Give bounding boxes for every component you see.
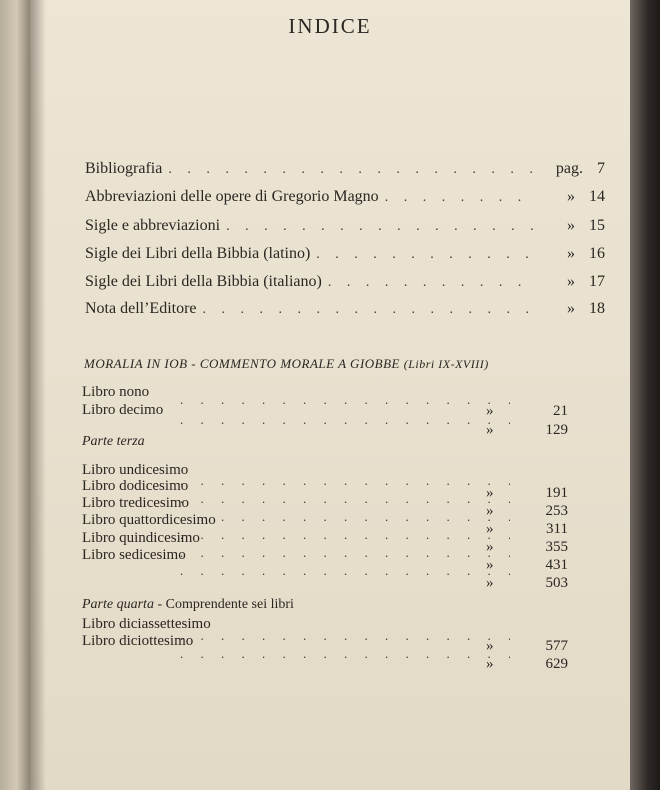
- page-ref: [486, 575, 568, 592]
- page-prefix: »: [486, 656, 494, 672]
- page-ref: [486, 656, 568, 673]
- entry-page-ref: [543, 160, 605, 178]
- book-label: Libro nono: [82, 384, 150, 400]
- toc-entry: [85, 271, 605, 291]
- page-ref: [486, 403, 568, 420]
- page-ref: [486, 485, 568, 502]
- entry-page-ref: [543, 217, 605, 235]
- part-title: Parte quarta: [82, 597, 154, 612]
- leader-dots: [180, 545, 510, 561]
- leader-dots: [180, 392, 510, 408]
- page-ref: [486, 503, 568, 520]
- book-label: Libro sedicesimo: [82, 547, 186, 563]
- book-label: Libro quindicesimo: [82, 530, 200, 546]
- leader-dots: [168, 162, 537, 178]
- leader-dots: [180, 527, 510, 543]
- page-number: 15: [589, 217, 605, 234]
- entry-label: Sigle e abbreviazioni: [85, 217, 221, 234]
- book-label: Libro tredicesimo: [82, 495, 190, 511]
- leader-dots: [316, 247, 537, 263]
- section-heading: [84, 356, 489, 372]
- leader-dots: [180, 473, 510, 489]
- page-prefix: »: [486, 638, 494, 654]
- page-number: 7: [597, 160, 605, 177]
- spine-shadow: [30, 0, 46, 790]
- toc-entry: [85, 186, 605, 206]
- page-prefix: »: [567, 217, 575, 234]
- entry-label: Bibliografia: [85, 160, 163, 177]
- page-prefix: »: [486, 403, 494, 419]
- leader-dots: [180, 646, 510, 662]
- page-right-edge: [630, 0, 660, 790]
- page-prefix: »: [567, 300, 575, 317]
- page-prefix: »: [486, 575, 494, 591]
- page-title: INDICE: [288, 14, 372, 38]
- page-prefix: »: [567, 245, 575, 262]
- page-ref: [486, 539, 568, 556]
- page-prefix: »: [486, 422, 494, 438]
- page-prefix: »: [486, 521, 494, 537]
- part-heading: [82, 597, 294, 613]
- page-prefix: »: [486, 503, 494, 519]
- leader-dots: [180, 563, 510, 579]
- page-number: 355: [545, 539, 568, 555]
- page-number: 14: [589, 188, 605, 205]
- entry-label: Sigle dei Libri della Bibbia (italiano): [85, 273, 322, 290]
- page-number: 129: [545, 422, 568, 438]
- previous-page-edge: [0, 0, 30, 790]
- toc-entry: [85, 158, 605, 178]
- page-number: 191: [545, 485, 568, 501]
- book-label: Libro dodicesimo: [82, 478, 189, 494]
- page-ref: [486, 521, 568, 538]
- leader-dots: [180, 509, 510, 525]
- entry-page-ref: [543, 245, 605, 263]
- page-prefix: pag.: [555, 160, 583, 177]
- page-prefix: »: [486, 539, 494, 555]
- leader-dots: [328, 275, 537, 291]
- book-label: Libro diciassettesimo: [82, 616, 211, 632]
- toc-entry: [85, 243, 605, 263]
- page-number: 577: [545, 638, 568, 654]
- page-prefix: »: [567, 273, 575, 290]
- page-ref: [486, 557, 568, 574]
- page-number: 253: [545, 503, 568, 519]
- toc-entry: [85, 215, 605, 235]
- page-ref: [486, 638, 568, 655]
- entry-label: Sigle dei Libri della Bibbia (latino): [85, 245, 311, 262]
- page-number: 431: [545, 557, 568, 573]
- section-title: MORALIA IN IOB - COMMENTO MORALE A GIOBBE: [84, 356, 400, 371]
- leader-dots: [203, 302, 537, 318]
- entry-page-ref: [543, 188, 605, 206]
- entry-page-ref: [543, 273, 605, 291]
- page-ref: [486, 422, 568, 439]
- leader-dots: [180, 412, 510, 428]
- page-prefix: »: [486, 485, 494, 501]
- book-label: Libro quattordicesimo: [82, 512, 216, 528]
- page-prefix: »: [567, 188, 575, 205]
- toc-entry: [85, 298, 605, 318]
- entry-page-ref: [543, 300, 605, 318]
- leader-dots: [180, 628, 510, 644]
- leader-dots: [226, 219, 537, 235]
- page-number: 17: [589, 273, 605, 290]
- part-subtitle: - Comprendente sei libri: [153, 597, 294, 612]
- leader-dots: [180, 491, 510, 507]
- entry-label: Abbreviazioni delle opere di Gregorio Magno: [85, 188, 379, 205]
- page-number: 629: [545, 656, 568, 672]
- page-number: 311: [546, 521, 568, 537]
- leader-dots: [385, 190, 537, 206]
- entry-label: Nota dell’Editore: [85, 300, 197, 317]
- book-label: Libro decimo: [82, 402, 164, 418]
- page-number: 21: [553, 403, 568, 419]
- page-prefix: »: [486, 557, 494, 573]
- page-number: 503: [545, 575, 568, 591]
- part-heading: Parte terza: [82, 434, 145, 449]
- book-label: Libro undicesimo: [82, 462, 189, 478]
- section-range: (Libri IX-XVIII): [403, 357, 489, 371]
- book-page: [30, 0, 630, 790]
- book-label: Libro diciottesimo: [82, 633, 194, 649]
- page-number: 16: [589, 245, 605, 262]
- page-number: 18: [589, 300, 605, 317]
